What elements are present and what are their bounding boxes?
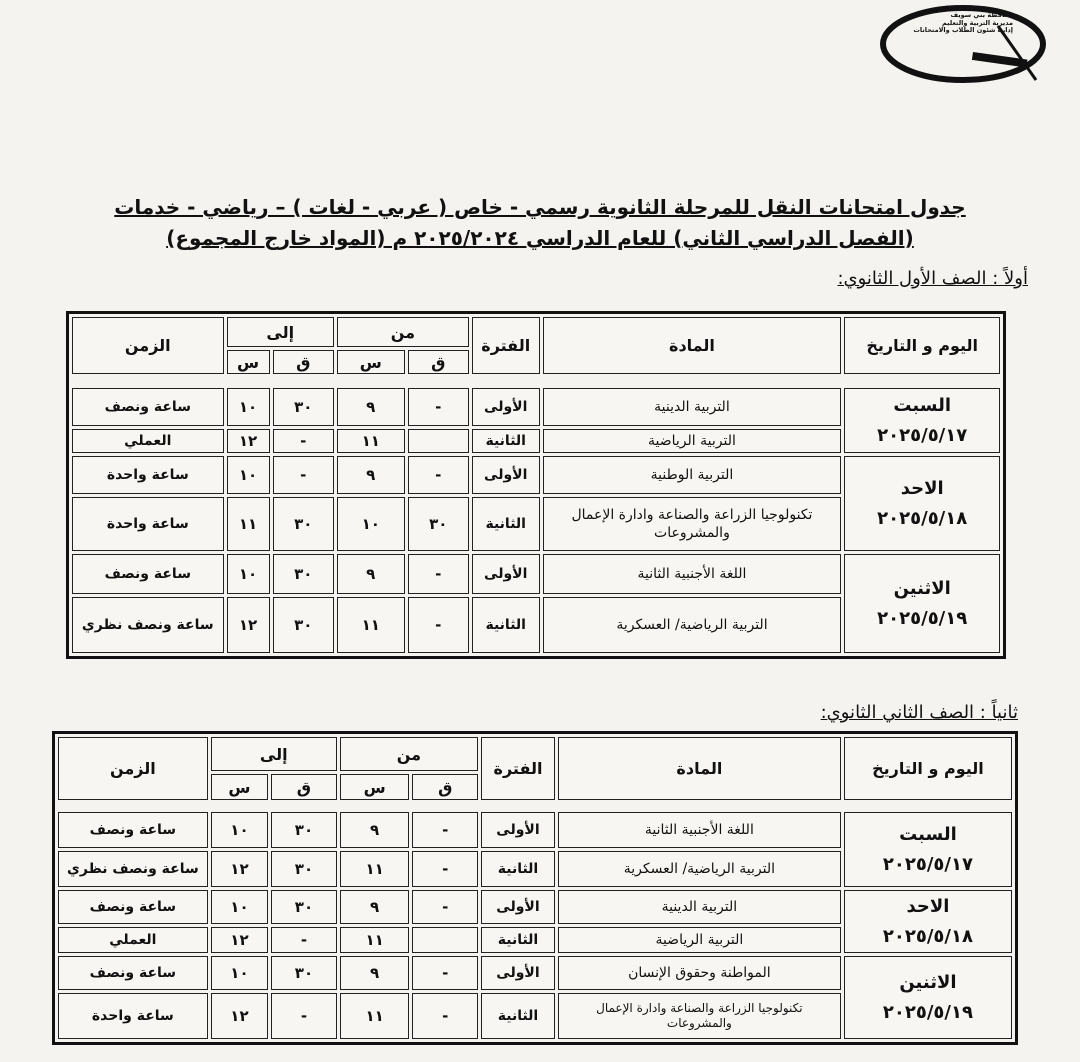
to-minutes-cell: ٣٠ xyxy=(271,851,337,887)
duration-cell: ساعة واحدة xyxy=(58,993,208,1039)
to-hours-cell: ١٠ xyxy=(211,890,268,924)
from-hours-cell: ٩ xyxy=(337,388,405,426)
duration-cell: ساعة ونصف xyxy=(72,388,224,426)
subject-cell: التربية الدينية xyxy=(558,890,841,924)
period-cell: الأولى xyxy=(472,456,540,494)
document-title xyxy=(100,192,980,254)
to-hours-cell: ١٠ xyxy=(227,388,270,426)
subject-cell: التربية الوطنية xyxy=(543,456,842,494)
title-line-1: جدول امتحانات النقل للمرحلة الثانوية رسمي - خاص ( عربي - لغات ) – رياضي - خدمات xyxy=(114,195,966,219)
day-name: الاحد xyxy=(900,477,944,499)
to-minutes-cell: ٣٠ xyxy=(273,388,334,426)
duration-cell: ساعة ونصف xyxy=(72,554,224,594)
period-cell: الأولى xyxy=(481,812,555,848)
header-day-date: اليوم و التاريخ xyxy=(844,317,1000,374)
from-hours-cell: ٩ xyxy=(340,956,410,990)
header-duration: الزمن xyxy=(58,737,208,800)
duration-cell: ساعة ونصف xyxy=(58,812,208,848)
header-to-minutes: ق xyxy=(271,774,337,800)
period-cell: الثانية xyxy=(472,429,540,453)
to-minutes-cell: ٣٠ xyxy=(271,812,337,848)
duration-cell: ساعة ونصف نظري xyxy=(58,851,208,887)
duration-cell: ساعة ونصف xyxy=(58,956,208,990)
day-name: السبت xyxy=(893,394,952,416)
to-minutes-cell: ٣٠ xyxy=(273,497,334,551)
from-minutes-cell: ٣٠ xyxy=(408,497,469,551)
from-minutes-cell: - xyxy=(412,993,478,1039)
header-from-minutes: ق xyxy=(412,774,478,800)
from-hours-cell: ٩ xyxy=(337,456,405,494)
period-cell: الأولى xyxy=(481,890,555,924)
from-hours-cell: ١١ xyxy=(337,597,405,653)
to-minutes-cell: - xyxy=(271,927,337,953)
day-name: الاثنين xyxy=(893,577,951,599)
day-date-cell xyxy=(844,812,1012,887)
day-date-cell xyxy=(844,456,1000,551)
header-day-date: اليوم و التاريخ xyxy=(844,737,1012,800)
header-to-hours: س xyxy=(227,350,270,374)
logo-line: إدارة شئون الطلاب والامتحانات xyxy=(913,26,1013,34)
duration-cell: ساعة واحدة xyxy=(72,456,224,494)
section-heading-second-year: ثانياً : الصف الثاني الثانوي: xyxy=(820,702,1018,723)
header-from: من xyxy=(337,317,469,347)
subject-cell: التربية الدينية xyxy=(543,388,842,426)
to-minutes-cell: ٣٠ xyxy=(271,956,337,990)
subject-cell: التربية الرياضية xyxy=(558,927,841,953)
logo-line: مديرية التربية والتعليم xyxy=(941,18,1013,27)
day-date-cell xyxy=(844,890,1012,953)
header-period: الفترة xyxy=(481,737,555,800)
to-hours-cell: ١٢ xyxy=(211,851,268,887)
from-hours-cell: ٩ xyxy=(340,890,410,924)
subject-cell: التربية الرياضية xyxy=(543,429,842,453)
schedule-table-second-year xyxy=(52,731,1018,1045)
period-cell: الأولى xyxy=(472,388,540,426)
duration-cell: ساعة ونصف xyxy=(58,890,208,924)
day-name: السبت xyxy=(899,823,957,845)
to-hours-cell: ١٢ xyxy=(227,429,270,453)
period-cell: الأولى xyxy=(472,554,540,594)
day-date-cell xyxy=(844,388,1000,453)
from-minutes-cell: - xyxy=(408,554,469,594)
to-hours-cell: ١١ xyxy=(227,497,270,551)
header-to: إلى xyxy=(211,737,337,771)
day-date-cell xyxy=(844,956,1012,1039)
period-cell: الثانية xyxy=(481,993,555,1039)
table-row xyxy=(72,456,1000,494)
ministry-logo xyxy=(878,4,1048,84)
to-hours-cell: ١٠ xyxy=(227,554,270,594)
from-hours-cell: ١٠ xyxy=(337,497,405,551)
exam-date: ٢٠٢٥/٥/١٨ xyxy=(882,925,973,947)
to-minutes-cell: - xyxy=(273,456,334,494)
to-hours-cell: ١٠ xyxy=(211,812,268,848)
from-minutes-cell: - xyxy=(412,890,478,924)
table-row xyxy=(58,890,1012,924)
header-to: إلى xyxy=(227,317,334,347)
exam-date: ٢٠٢٥/٥/١٧ xyxy=(877,424,968,446)
from-minutes-cell xyxy=(408,429,469,453)
from-hours-cell: ١١ xyxy=(337,429,405,453)
header-period: الفترة xyxy=(472,317,540,374)
period-cell: الثانية xyxy=(481,927,555,953)
period-cell: الثانية xyxy=(481,851,555,887)
exam-date: ٢٠٢٥/٥/١٩ xyxy=(877,607,968,629)
header-subject: المادة xyxy=(543,317,842,374)
period-cell: الثانية xyxy=(472,597,540,653)
period-cell: الثانية xyxy=(472,497,540,551)
duration-cell: ساعة ونصف نظري xyxy=(72,597,224,653)
to-minutes-cell: - xyxy=(271,993,337,1039)
exam-date: ٢٠٢٥/٥/١٨ xyxy=(877,507,968,529)
header-to-minutes: ق xyxy=(273,350,334,374)
subject-cell: التربية الرياضية/ العسكرية xyxy=(543,597,842,653)
to-hours-cell: ١٢ xyxy=(227,597,270,653)
from-minutes-cell: - xyxy=(412,812,478,848)
from-minutes-cell: - xyxy=(412,851,478,887)
section-heading-first-year: أولاً : الصف الأول الثانوي: xyxy=(837,268,1028,289)
day-name: الاحد xyxy=(906,895,950,917)
logo-text xyxy=(908,12,1013,35)
to-hours-cell: ١٠ xyxy=(211,956,268,990)
logo-line: محافظة بني سويف xyxy=(950,11,1013,19)
subject-cell: اللغة الأجنبية الثانية xyxy=(543,554,842,594)
subject-cell: التربية الرياضية/ العسكرية xyxy=(558,851,841,887)
table-row xyxy=(58,956,1012,990)
from-hours-cell: ٩ xyxy=(340,812,410,848)
period-cell: الأولى xyxy=(481,956,555,990)
table-row xyxy=(72,554,1000,594)
duration-cell: العملي xyxy=(58,927,208,953)
header-subject: المادة xyxy=(558,737,841,800)
exam-date: ٢٠٢٥/٥/١٩ xyxy=(882,1001,973,1023)
subject-cell: اللغة الأجنبية الثانية xyxy=(558,812,841,848)
from-hours-cell: ١١ xyxy=(340,851,410,887)
duration-cell: ساعة واحدة xyxy=(72,497,224,551)
to-minutes-cell: ٣٠ xyxy=(273,597,334,653)
to-minutes-cell: - xyxy=(273,429,334,453)
to-hours-cell: ١٠ xyxy=(227,456,270,494)
header-from-hours: س xyxy=(340,774,410,800)
exam-date: ٢٠٢٥/٥/١٧ xyxy=(882,853,973,875)
table-row xyxy=(72,388,1000,426)
header-to-hours: س xyxy=(211,774,268,800)
header-from-hours: س xyxy=(337,350,405,374)
subject-cell: تكنولوجيا الزراعة والصناعة وادارة الإعمال والمشروعات xyxy=(543,497,842,551)
from-minutes-cell xyxy=(412,927,478,953)
day-date-cell xyxy=(844,554,1000,653)
to-minutes-cell: ٣٠ xyxy=(273,554,334,594)
from-hours-cell: ١١ xyxy=(340,927,410,953)
day-name: الاثنين xyxy=(899,971,957,993)
from-minutes-cell: - xyxy=(408,456,469,494)
duration-cell: العملي xyxy=(72,429,224,453)
from-minutes-cell: - xyxy=(412,956,478,990)
from-hours-cell: ١١ xyxy=(340,993,410,1039)
from-minutes-cell: - xyxy=(408,388,469,426)
header-from: من xyxy=(340,737,478,771)
from-minutes-cell: - xyxy=(408,597,469,653)
subject-cell: تكنولوجيا الزراعة والصناعة وادارة الإعمال والمشروعات xyxy=(558,993,841,1039)
table-row xyxy=(58,812,1012,848)
to-hours-cell: ١٢ xyxy=(211,927,268,953)
header-from-minutes: ق xyxy=(408,350,469,374)
title-line-2: (الفصل الدراسي الثاني) للعام الدراسي ٢٠٢٥/٢٠٢٤ م (المواد خارج المجموع) xyxy=(166,226,914,250)
from-hours-cell: ٩ xyxy=(337,554,405,594)
subject-cell: المواطنة وحقوق الإنسان xyxy=(558,956,841,990)
to-minutes-cell: ٣٠ xyxy=(271,890,337,924)
to-hours-cell: ١٢ xyxy=(211,993,268,1039)
schedule-table-first-year xyxy=(66,311,1006,659)
header-duration: الزمن xyxy=(72,317,224,374)
